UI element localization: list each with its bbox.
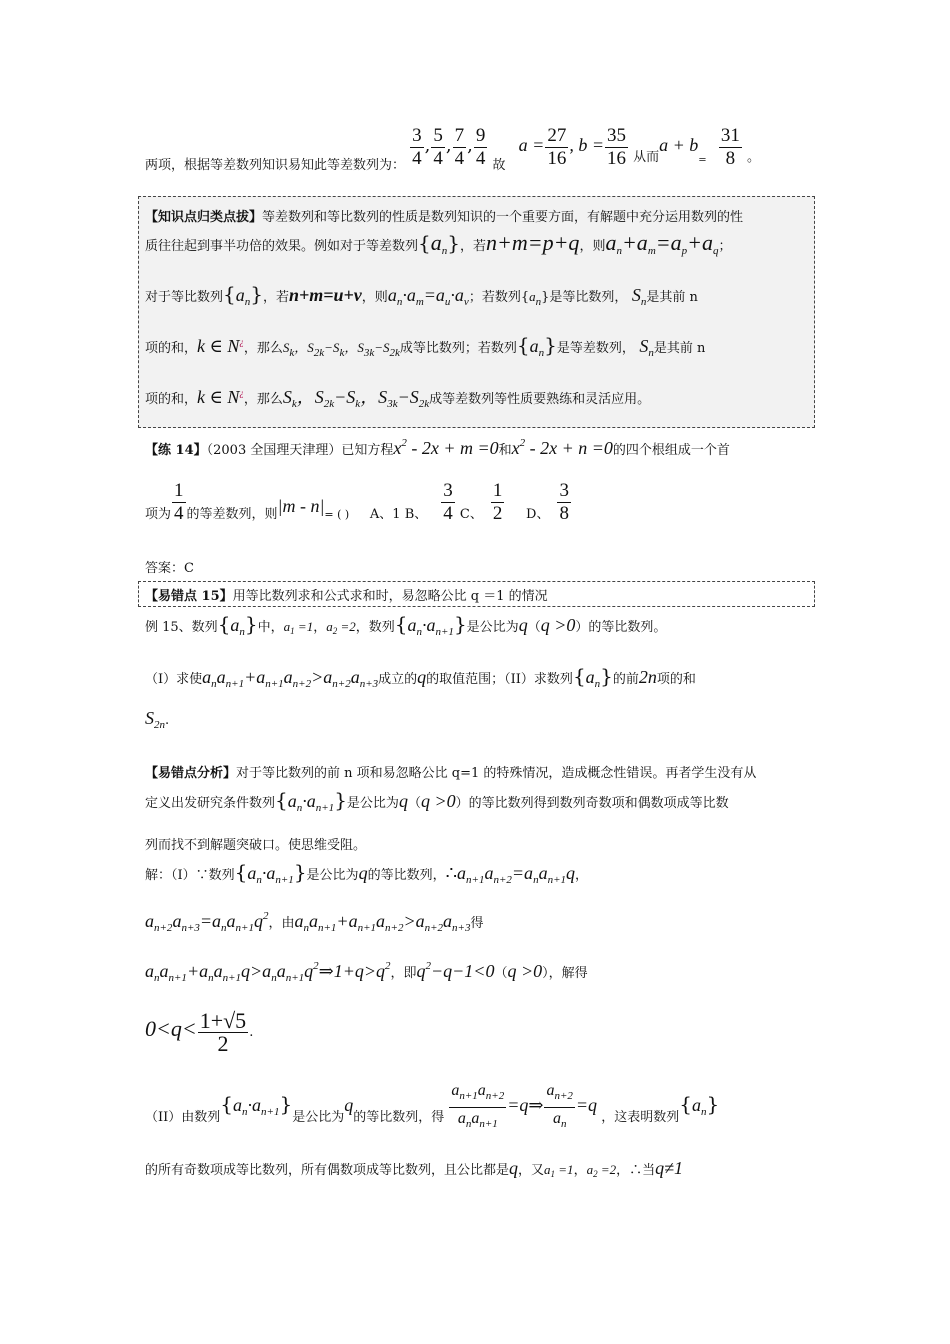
option-d: D、 [526, 507, 550, 522]
a-value: $\frac{27}{16}$ [547, 125, 567, 169]
analysis-line-2: 定义出发研究条件数列$\{a_n\cdot a_{n+1}\}$是公比为q（q >0）的等比数列得到数列奇数项和偶数项成等比数 [145, 788, 729, 814]
seq-term-2: $\frac{5}{4}$ [433, 125, 443, 169]
analysis-title: 【易错点分析】 [145, 766, 237, 781]
seq-term-4: $\frac{9}{4}$ [475, 125, 486, 169]
sum-value: $\frac{31}{8}$ [720, 125, 740, 169]
option-a: A、1 [369, 507, 401, 522]
solution-line-1: 解：（I）∵数列$\{a_n\cdot a_{n+1}\}$是公比为q的等比数列，$\therefore a_{n+1}a_{n+2}=a_na_{n+1}q$， [145, 860, 589, 886]
errpoint-title: 【易错点 15】 [145, 589, 233, 604]
intro-line: 两项，根据等差数列知识易知此等差数列为： $\frac{3}{4}$ , $\frac{5}{4}$ , $\frac{7}{4}$ , $\frac{9}{4}$ 故 a = $\frac{27}{16}$ , b = $\frac{35}{16}$ 从而$a + b_=$ $\frac{31}{8}$ 。 [145, 125, 760, 173]
analysis-line-3: 列而找不到解题突破口。使思维受阻。 [145, 838, 367, 853]
example-line-2: （I）求使$a_na_{n+1}+a_{n+1}a_{n+2}>a_{n+2}a_{n+3}$成立的q的取值范围；（II）求数列$\{a_n\}$的前2n项的和 [145, 664, 696, 690]
seq-term-1: $\frac{3}{4}$ [412, 125, 422, 169]
seq-term-3: $\frac{7}{4}$ [454, 125, 465, 169]
analysis-line-1: 【易错点分析】对于等比数列的前 n 项和易忽略公比 q=1 的特殊情况，造成概念性错误。再者学生没有从 [145, 766, 757, 781]
knowledge-title: 【知识点归类点拔】 [145, 210, 263, 225]
solution-line-6: 的所有奇数项成等比数列，所有偶数项成等比数列，且公比都是q，又$a_1 =1$，$a_2 =2$，∴当q≠1 [145, 1158, 684, 1179]
example-line-1: 例 15、数列$\{a_n\}$中，$a_1 =1$，$a_2 =2$，数列$\{a_n\cdot a_{n+1}\}$是公比为q（q >0）的等比数列。 [145, 612, 667, 638]
solution-line-3: $a_na_{n+1}+a_na_{n+1}q>a_na_{n+1}q^2\Rightarrow 1+q>q^2$，即$q^2-q-1<0(q >0)$，解得 [145, 960, 588, 984]
knowledge-line-4: 项的和，k ∈ N¿，那么$S_k$，$S_{2k}-S_k$，$S_{3k}-S_{2k}$成等比数列；若数列$\{a_n\}$是等差数列， $S_n$是其前 n [145, 333, 706, 359]
b-value: $\frac{35}{16}$ [606, 125, 626, 169]
knowledge-line-1: 【知识点归类点拔】等差数列和等比数列的性质是数列知识的一个重要方面，有解题中充分运用数列的性 [145, 210, 744, 225]
practice-label: 【练 14】 [145, 443, 207, 458]
practice-line-1: 【练 14】（2003 全国理天津理）已知方程$x^2 - 2x + m =0$和$x^2 - 2x + n =0$的四个根组成一个首 [145, 437, 730, 458]
a-equals: a = [509, 135, 545, 155]
solution-line-2: $a_{n+2}a_{n+3}=a_na_{n+1}q^2$，由$a_na_{n+1}+a_{n+1}a_{n+2}>a_{n+2}a_{n+3}$得 [145, 910, 484, 934]
answer: 答案：C [145, 561, 194, 576]
errpoint-line: 【易错点 15】用等比数列求和公式求和时，易忽略公比 q ＝1 的情况 [145, 589, 548, 604]
solution-line-5: （II）由数列$\{a_n\cdot a_{n+1}\}$是公比为q的等比数列，得 $\frac{a_{n+1}a_{n+2}}{a_na_{n+1}}$ =q⇒ $\frac{a_{n+2}}{a_n}$ =q ，这表明数列$\{a_n\}$ [145, 1082, 720, 1130]
knowledge-line-3: 对于等比数列$\{a_n\}$，若n+m=u+v，则$a_n\cdot a_m=a_u\cdot a_v$；若数列$\{a_n\}$是等比数列， $S_n$是其前 n [145, 282, 698, 308]
knowledge-line-5: 项的和，k ∈ N¿，那么$S_k$，$S_{2k}-S_k$，$S_{3k}-S_{2k}$成等差数列等性质要熟练和灵活应用。 [145, 387, 651, 410]
knowledge-line-2: 质往往起到事半功倍的效果。例如对于等差数列$\{a_n\}$，若n+m=p+q，则$a_n+a_m=a_p+a_q$； [145, 230, 732, 257]
option-b: B、 [404, 507, 428, 522]
practice-line-2: 项为 $\frac{1}{4}$ 的等差数列，则$|m - n|_{= ( )}$ A、1 B、 $\frac{3}{4}$ C、 $\frac{1}{2}$ D、 $\frac{3}{8}$ [145, 480, 569, 524]
solution-line-4: 0<q< $\frac{1+√5}{2}$ . [145, 1008, 254, 1056]
intro-text: 两项，根据等差数列知识易知此等差数列为： [145, 158, 406, 173]
s2n: $S_{2n}$. [145, 708, 170, 731]
option-c: C、 [459, 507, 483, 522]
